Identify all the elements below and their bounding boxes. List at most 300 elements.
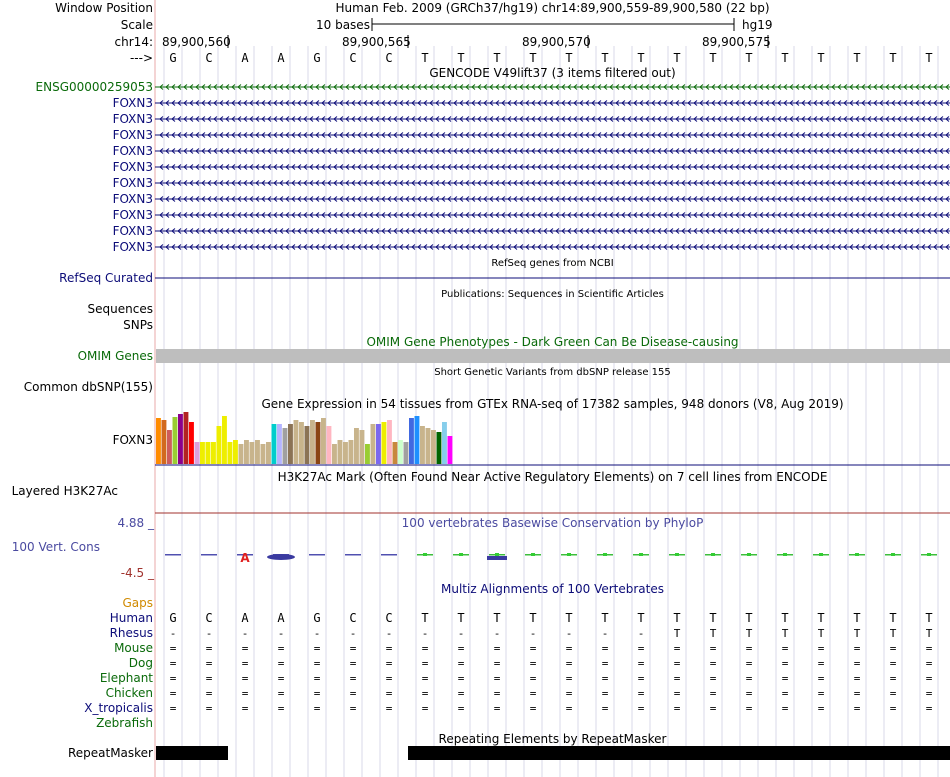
alignment-base: T [817, 627, 825, 640]
alignment-base: T [889, 627, 897, 640]
base-letter: G [169, 51, 177, 65]
gene-label-foxn3[interactable]: FOXN3 [112, 96, 153, 110]
alignment-base: = [745, 702, 753, 715]
alignment-base: = [745, 657, 753, 670]
alignment-base: = [709, 702, 717, 715]
phylop-score-mark [675, 553, 679, 556]
alignment-base: = [781, 657, 789, 670]
gtex-tissue-bar [217, 426, 222, 464]
species-label[interactable]: Dog [128, 656, 153, 670]
gtex-tissue-bar [316, 422, 321, 464]
alignment-base: = [889, 702, 897, 715]
gtex-tissue-bar [239, 444, 244, 464]
gtex-tissue-bar [222, 416, 227, 464]
gtex-tissue-bar [327, 426, 332, 464]
alignment-base: = [529, 672, 537, 685]
alignment-base: = [637, 642, 645, 655]
alignment-base: = [925, 702, 933, 715]
alignment-base: = [205, 702, 213, 715]
alignment-base: = [817, 642, 825, 655]
base-letter: T [853, 51, 861, 65]
position-tick-label: 89,900,570 [522, 35, 591, 49]
alignment-base: = [169, 687, 177, 700]
alignment-base: T [925, 611, 933, 625]
gene-label-foxn3[interactable]: FOXN3 [112, 176, 153, 190]
species-label[interactable]: Mouse [114, 641, 153, 655]
alignment-base: = [385, 702, 393, 715]
base-letter: T [637, 51, 645, 65]
base-letter: T [817, 51, 825, 65]
alignment-base: = [529, 657, 537, 670]
phylop-score-mark [423, 553, 427, 556]
alignment-base: T [853, 611, 861, 625]
phylop-score-mark [495, 553, 499, 556]
alignment-base: = [601, 687, 609, 700]
repeat-element-block [408, 746, 950, 760]
alignment-base: T [925, 627, 933, 640]
gene-label-foxn3[interactable]: FOXN3 [112, 208, 153, 222]
alignment-base: = [925, 672, 933, 685]
base-letter: T [457, 51, 465, 65]
alignment-base: = [529, 642, 537, 655]
gtex-tissue-bar [448, 436, 453, 464]
snps-track-label[interactable]: SNPs [123, 318, 153, 332]
alignment-base: = [925, 687, 933, 700]
gtex-tissue-bar [321, 418, 326, 464]
base-letter: T [925, 51, 933, 65]
alignment-base: = [349, 687, 357, 700]
repeat-element-block [156, 746, 228, 760]
alignment-base: C [349, 611, 357, 625]
alignment-base: = [493, 642, 501, 655]
alignment-base: - [601, 627, 609, 640]
alignment-base: T [493, 611, 501, 625]
alignment-base: = [601, 642, 609, 655]
gene-label-foxn3[interactable]: FOXN3 [112, 240, 153, 254]
alignment-base: = [745, 672, 753, 685]
repeatmasker-track-label[interactable]: RepeatMasker [67, 746, 153, 760]
phylop-score-mark [531, 553, 535, 556]
alignment-base: T [853, 627, 861, 640]
alignment-base: = [673, 657, 681, 670]
gtex-tissue-bar [233, 440, 238, 464]
alignment-base: = [853, 687, 861, 700]
scale-label: Scale [120, 18, 153, 32]
alignment-base: = [637, 657, 645, 670]
gtex-tissue-bar [266, 442, 271, 464]
chrom-label: chr14: [114, 35, 153, 49]
phylop-logo-letter [487, 556, 507, 560]
alignment-base: - [421, 627, 429, 640]
position-tick-label: 89,900,575 [702, 35, 771, 49]
base-letter: T [889, 51, 897, 65]
alignment-base: = [313, 657, 321, 670]
alignment-base: = [493, 657, 501, 670]
gtex-tissue-bar [338, 440, 343, 464]
phylop-score-mark [891, 553, 895, 556]
gtex-track-title[interactable]: Gene Expression in 54 tissues from GTEx RNA-seq of 17382 samples, 948 donors (V8, Aug 2019) [261, 397, 844, 411]
alignment-base: = [889, 687, 897, 700]
alignment-base: = [565, 672, 573, 685]
phylop-logo-letter [267, 554, 295, 560]
alignment-base: - [169, 627, 177, 640]
gtex-tissue-bar [167, 430, 172, 464]
alignment-base: = [205, 642, 213, 655]
gtex-tissue-bar [162, 420, 167, 464]
alignment-base: = [673, 687, 681, 700]
alignment-base: = [385, 642, 393, 655]
gene-label-ensg[interactable]: ENSG00000259053 [35, 80, 153, 94]
phylop-score-mark [345, 554, 361, 556]
gtex-tissue-bar [404, 442, 409, 464]
phylop-score-mark [639, 553, 643, 556]
gtex-tissue-bar [261, 444, 266, 464]
alignment-base: - [637, 627, 645, 640]
alignment-base: T [565, 611, 573, 625]
gtex-tissue-bar [415, 416, 420, 464]
alignment-base: = [889, 672, 897, 685]
alignment-base: = [169, 642, 177, 655]
alignment-base: = [673, 702, 681, 715]
gtex-tissue-bar [387, 420, 392, 464]
gtex-tissue-bar [431, 430, 436, 464]
species-label[interactable]: Rhesus [109, 626, 153, 640]
h3k27ac-track-title[interactable]: H3K27Ac Mark (Often Found Near Active Regulatory Elements) on 7 cell lines from ENCODE [277, 470, 828, 484]
gene-label-foxn3[interactable]: FOXN3 [112, 112, 153, 126]
gtex-tissue-bar [189, 422, 194, 464]
gtex-tissue-bar [376, 424, 381, 464]
alignment-base: = [313, 642, 321, 655]
base-letter: T [673, 51, 681, 65]
gtex-tissue-bar [360, 430, 365, 464]
alignment-base: = [817, 657, 825, 670]
alignment-base: = [637, 687, 645, 700]
alignment-base: = [817, 672, 825, 685]
alignment-base: = [421, 642, 429, 655]
alignment-base: = [169, 657, 177, 670]
base-letter: C [349, 51, 357, 65]
alignment-base: = [853, 672, 861, 685]
alignment-base: - [241, 627, 249, 640]
gtex-tissue-bar [332, 444, 337, 464]
alignment-base: - [205, 627, 213, 640]
alignment-base: = [277, 687, 285, 700]
omim-track-label[interactable]: OMIM Genes [77, 349, 153, 363]
alignment-base: A [277, 611, 285, 625]
species-label[interactable]: Human [109, 611, 153, 625]
h3k27ac-track-label[interactable]: Layered H3K27Ac [11, 484, 118, 498]
species-label[interactable]: X_tropicalis [84, 701, 153, 715]
alignment-base: = [277, 702, 285, 715]
base-letter: T [421, 51, 429, 65]
alignment-base: = [385, 672, 393, 685]
phylop-min-label: -4.5 _ [120, 566, 154, 580]
refseq-track-title[interactable]: RefSeq genes from NCBI [491, 258, 614, 269]
phylop-track-title[interactable]: 100 vertebrates Basewise Conservation by PhyloP [401, 516, 704, 530]
gtex-tissue-bar [250, 442, 255, 464]
base-letter: T [601, 51, 609, 65]
omim-track-title[interactable]: OMIM Gene Phenotypes - Dark Green Can Be Disease-causing [366, 335, 739, 349]
gtex-tissue-bar [420, 426, 425, 464]
base-letter: G [313, 51, 321, 65]
phylop-score-mark [783, 553, 787, 556]
gencode-track-title[interactable]: GENCODE V49lift37 (3 items filtered out) [429, 66, 676, 80]
alignment-base: = [781, 702, 789, 715]
alignment-base: T [601, 611, 609, 625]
alignment-base: = [529, 702, 537, 715]
gtex-tissue-bar [288, 424, 293, 464]
repeatmasker-track-title[interactable]: Repeating Elements by RepeatMasker [438, 732, 667, 746]
gene-label-foxn3[interactable]: FOXN3 [112, 192, 153, 206]
alignment-base: = [781, 642, 789, 655]
alignment-base: - [457, 627, 465, 640]
alignment-base: G [169, 611, 177, 625]
alignment-base: = [349, 657, 357, 670]
gtex-tissue-bar [255, 440, 260, 464]
alignment-base: = [853, 642, 861, 655]
species-label[interactable]: Zebrafish [96, 716, 153, 730]
alignment-base: = [745, 642, 753, 655]
alignment-base: = [817, 702, 825, 715]
phylop-logo-letter: A [240, 551, 250, 565]
gtex-tissue-bar [398, 440, 403, 464]
alignment-base: C [205, 611, 213, 625]
gtex-tissue-bar [305, 426, 310, 464]
alignment-base: T [709, 627, 717, 640]
gtex-tissue-bar [244, 440, 249, 464]
alignment-base: = [457, 702, 465, 715]
base-letter: T [565, 51, 573, 65]
alignment-base: = [421, 687, 429, 700]
alignment-base: = [709, 657, 717, 670]
phylop-score-mark [927, 553, 931, 556]
phylop-max-label: 4.88 _ [117, 516, 154, 530]
gtex-tissue-bar [272, 424, 277, 464]
gtex-tissue-bar [206, 442, 211, 464]
alignment-base: - [313, 627, 321, 640]
base-letter: A [241, 51, 249, 65]
gtex-tissue-bar [426, 428, 431, 464]
gtex-tissue-bar [195, 442, 200, 464]
alignment-base: = [277, 672, 285, 685]
assembly-label: hg19 [742, 18, 773, 32]
alignment-base: = [241, 642, 249, 655]
alignment-base: T [817, 611, 825, 625]
gene-label-foxn3[interactable]: FOXN3 [112, 128, 153, 142]
alignment-base: - [349, 627, 357, 640]
species-label[interactable]: Elephant [99, 671, 153, 685]
alignment-base: T [709, 611, 717, 625]
alignment-base: = [889, 657, 897, 670]
alignment-base: T [745, 627, 753, 640]
alignment-base: = [457, 672, 465, 685]
alignment-base: = [745, 687, 753, 700]
gtex-tissue-bar [382, 422, 387, 464]
gtex-tissue-bar [442, 422, 447, 464]
alignment-base: = [673, 672, 681, 685]
species-label[interactable]: Chicken [105, 686, 153, 700]
alignment-base: T [637, 611, 645, 625]
gtex-tissue-bar [409, 418, 414, 464]
alignment-base: = [565, 687, 573, 700]
gtex-tissue-bar [365, 444, 370, 464]
base-letter: A [277, 51, 285, 65]
gene-label-foxn3[interactable]: FOXN3 [112, 224, 153, 238]
scale-text: 10 bases [316, 18, 370, 32]
gtex-tissue-bar [299, 422, 304, 464]
alignment-base: = [205, 657, 213, 670]
gene-label-foxn3[interactable]: FOXN3 [112, 144, 153, 158]
alignment-base: = [925, 642, 933, 655]
dbsnp-track-title[interactable]: Short Genetic Variants from dbSNP release 155 [434, 367, 671, 378]
gtex-tissue-bar [283, 428, 288, 464]
alignment-base: T [529, 611, 537, 625]
alignment-base: = [709, 687, 717, 700]
alignment-base: - [385, 627, 393, 640]
alignment-base: = [637, 702, 645, 715]
gene-label-foxn3[interactable]: FOXN3 [112, 160, 153, 174]
alignment-base: = [853, 657, 861, 670]
alignment-base: = [601, 657, 609, 670]
alignment-base: = [169, 672, 177, 685]
alignment-base: = [313, 672, 321, 685]
alignment-base: = [385, 687, 393, 700]
base-letter: T [745, 51, 753, 65]
gaps-label: Gaps [122, 596, 153, 610]
gtex-tissue-bar [343, 442, 348, 464]
gtex-tissue-bar [173, 417, 178, 464]
alignment-base: - [565, 627, 573, 640]
alignment-base: T [457, 611, 465, 625]
gtex-tissue-bar [156, 418, 161, 464]
base-letter: T [709, 51, 717, 65]
phylop-score-mark [567, 553, 571, 556]
alignment-base: = [349, 642, 357, 655]
gtex-tissue-bar [393, 442, 398, 464]
gtex-tissue-bar [354, 428, 359, 464]
alignment-base: = [205, 672, 213, 685]
alignment-base: = [277, 642, 285, 655]
alignment-base: = [313, 702, 321, 715]
multiz-track-title[interactable]: Multiz Alignments of 100 Vertebrates [440, 582, 665, 596]
alignment-base: C [385, 611, 393, 625]
alignment-base: = [241, 657, 249, 670]
alignment-base: = [601, 672, 609, 685]
alignment-base: = [457, 642, 465, 655]
base-letter: C [385, 51, 393, 65]
phylop-score-mark [309, 554, 325, 556]
alignment-base: T [745, 611, 753, 625]
omim-gene-bar [156, 349, 950, 363]
phylop-score-mark [819, 553, 823, 556]
alignment-base: = [709, 672, 717, 685]
alignment-base: = [565, 657, 573, 670]
phylop-score-mark [603, 553, 607, 556]
alignment-base: = [529, 687, 537, 700]
phylop-score-mark [201, 554, 217, 556]
alignment-base: = [205, 687, 213, 700]
alignment-base: = [637, 672, 645, 685]
alignment-base: = [241, 687, 249, 700]
alignment-base: = [421, 657, 429, 670]
dbsnp-track-label[interactable]: Common dbSNP(155) [23, 380, 153, 394]
gtex-tissue-bar [200, 442, 205, 464]
alignment-base: - [277, 627, 285, 640]
alignment-base: = [565, 642, 573, 655]
phylop-score-mark [747, 553, 751, 556]
alignment-base: = [493, 672, 501, 685]
alignment-base: = [889, 642, 897, 655]
strand-label: ---> [129, 51, 153, 65]
sequences-track-label[interactable]: Sequences [87, 302, 153, 316]
phylop-track-label[interactable]: 100 Vert. Cons [11, 540, 100, 554]
position-tick-label: 89,900,560 [162, 35, 231, 49]
gtex-tissue-bar [310, 420, 315, 464]
phylop-score-mark [381, 554, 397, 556]
alignment-base: T [673, 611, 681, 625]
alignment-base: = [313, 687, 321, 700]
phylop-score-mark [165, 554, 181, 556]
alignment-base: = [421, 702, 429, 715]
alignment-base: = [493, 687, 501, 700]
gtex-tissue-bar [294, 420, 299, 464]
gtex-tissue-bar [349, 440, 354, 464]
window-position-title[interactable]: Human Feb. 2009 (GRCh37/hg19) chr14:89,900,559-89,900,580 (22 bp) [335, 1, 770, 15]
phylop-score-mark [855, 553, 859, 556]
alignment-base: = [349, 702, 357, 715]
alignment-base: = [385, 657, 393, 670]
alignment-base: = [421, 672, 429, 685]
refseq-track-label[interactable]: RefSeq Curated [59, 271, 153, 285]
alignment-base: = [277, 657, 285, 670]
alignment-base: A [241, 611, 249, 625]
alignment-base: = [673, 642, 681, 655]
gtex-tissue-bar [371, 424, 376, 464]
alignment-base: = [925, 657, 933, 670]
base-letter: T [781, 51, 789, 65]
base-letter: T [493, 51, 501, 65]
alignment-base: = [493, 702, 501, 715]
phylop-score-mark [711, 553, 715, 556]
alignment-base: - [529, 627, 537, 640]
phylop-score-mark [459, 553, 463, 556]
alignment-base: = [349, 672, 357, 685]
base-letter: C [205, 51, 213, 65]
alignment-base: = [817, 687, 825, 700]
window-position-label: Window Position [55, 1, 153, 15]
base-letter: T [529, 51, 537, 65]
alignment-base: T [781, 611, 789, 625]
alignment-base: = [853, 702, 861, 715]
alignment-base: - [493, 627, 501, 640]
publications-track-title[interactable]: Publications: Sequences in Scientific Articles [441, 289, 664, 300]
gtex-tissue-bar [211, 442, 216, 464]
alignment-base: = [169, 702, 177, 715]
alignment-base: T [673, 627, 681, 640]
gtex-tissue-bar [437, 432, 442, 464]
gtex-tissue-bar [228, 442, 233, 464]
alignment-base: = [241, 672, 249, 685]
alignment-base: = [241, 702, 249, 715]
alignment-base: = [781, 687, 789, 700]
alignment-base: = [457, 657, 465, 670]
alignment-base: = [601, 702, 609, 715]
gtex-tissue-bar [178, 414, 183, 464]
alignment-base: T [421, 611, 429, 625]
gtex-tissue-bar [184, 412, 189, 464]
gtex-track-label[interactable]: FOXN3 [112, 433, 153, 447]
alignment-base: = [781, 672, 789, 685]
